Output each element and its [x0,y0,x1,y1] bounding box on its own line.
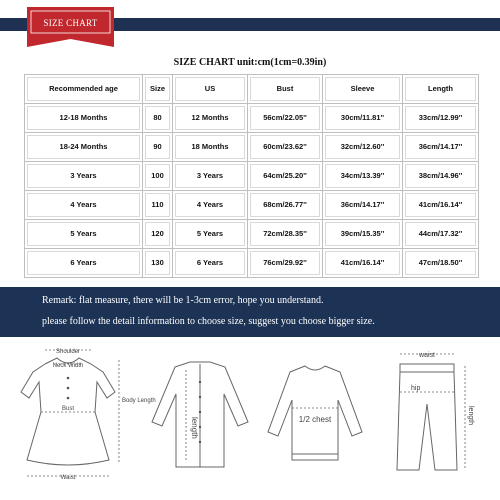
remark-band [0,287,500,337]
shoulder-label: Shoulder [55,349,81,355]
neck-width-label: Neck Width [52,363,84,369]
table-cell: 120 [143,220,173,249]
table-cell: 18 Months [173,133,248,162]
sweater-icon [260,342,370,492]
table-cell: 80 [143,104,173,133]
table-row [25,104,479,133]
body-length-label: Body Length [122,398,156,404]
hip-label: hip [411,385,421,392]
table-cell: 32cm/12.60'' [323,133,403,162]
table-row [25,133,479,162]
table-row [25,249,479,278]
header-cell: Recommended age [25,75,143,104]
pants-length-label: length [467,406,474,426]
table-cell: 6 Years [173,249,248,278]
table-cell: 39cm/15.35'' [323,220,403,249]
table-cell: 64cm/25.20'' [248,162,323,191]
table-cell: 18-24 Months [25,133,143,162]
table-cell: 36cm/14.17'' [403,133,479,162]
table-cell: 47cm/18.50'' [403,249,479,278]
chart-title: SIZE CHART unit:cm(1cm=0.39in) [173,57,327,68]
table-cell: 44cm/17.32'' [403,220,479,249]
chest-label: 1/2 chest [298,415,332,424]
table-cell: 60cm/23.62'' [248,133,323,162]
shirt-icon [140,342,260,492]
header-cell: Bust [248,75,323,104]
dress-diagram [5,342,156,492]
shirt-length-label: length [190,417,199,439]
table-cell: 38cm/14.96'' [403,162,479,191]
table-cell: 3 Years [173,162,248,191]
table-row [25,220,479,249]
table-cell: 12 Months [173,104,248,133]
table-header-row [25,75,479,104]
dress-icon [5,342,156,492]
table-cell: 6 Years [25,249,143,278]
pants-diagram [375,342,495,492]
table-cell: 30cm/11.81'' [323,104,403,133]
table-cell: 130 [143,249,173,278]
header-cell: Length [403,75,479,104]
table-row [25,191,479,220]
size-chart-tag [27,7,114,47]
table-cell: 33cm/12.99'' [403,104,479,133]
table-cell: 12-18 Months [25,104,143,133]
waist-label: waist [419,352,435,359]
table-cell: 41cm/16.14'' [403,191,479,220]
sweater-diagram [260,342,370,492]
table-cell: 56cm/22.05'' [248,104,323,133]
header-cell: Sleeve [323,75,403,104]
pants-icon [375,342,495,492]
table-cell: 72cm/28.35'' [248,220,323,249]
table-cell: 100 [143,162,173,191]
header-cell: US [173,75,248,104]
table-row [25,162,479,191]
table-cell: 34cm/13.39'' [323,162,403,191]
remark-line-1: Remark: flat measure, there will be 1-3cm error, hope you understand. [42,295,324,306]
table-cell: 5 Years [25,220,143,249]
bust-label: Bust [61,406,75,412]
header-cell: Size [143,75,173,104]
table-cell: 5 Years [173,220,248,249]
shirt-diagram [140,342,260,492]
size-table [24,74,479,278]
table-cell: 4 Years [173,191,248,220]
table-cell: 90 [143,133,173,162]
table-cell: 68cm/26.77'' [248,191,323,220]
table-cell: 76cm/29.92'' [248,249,323,278]
table-cell: 3 Years [25,162,143,191]
remark-line-2: please follow the detail information to choose size, suggest you choose bigger size. [42,316,375,327]
waist-label: Waist [60,475,76,481]
table-cell: 4 Years [25,191,143,220]
table-cell: 36cm/14.17'' [323,191,403,220]
table-cell: 41cm/16.14'' [323,249,403,278]
table-cell: 110 [143,191,173,220]
size-chart-tag-label: SIZE CHART [43,18,98,28]
